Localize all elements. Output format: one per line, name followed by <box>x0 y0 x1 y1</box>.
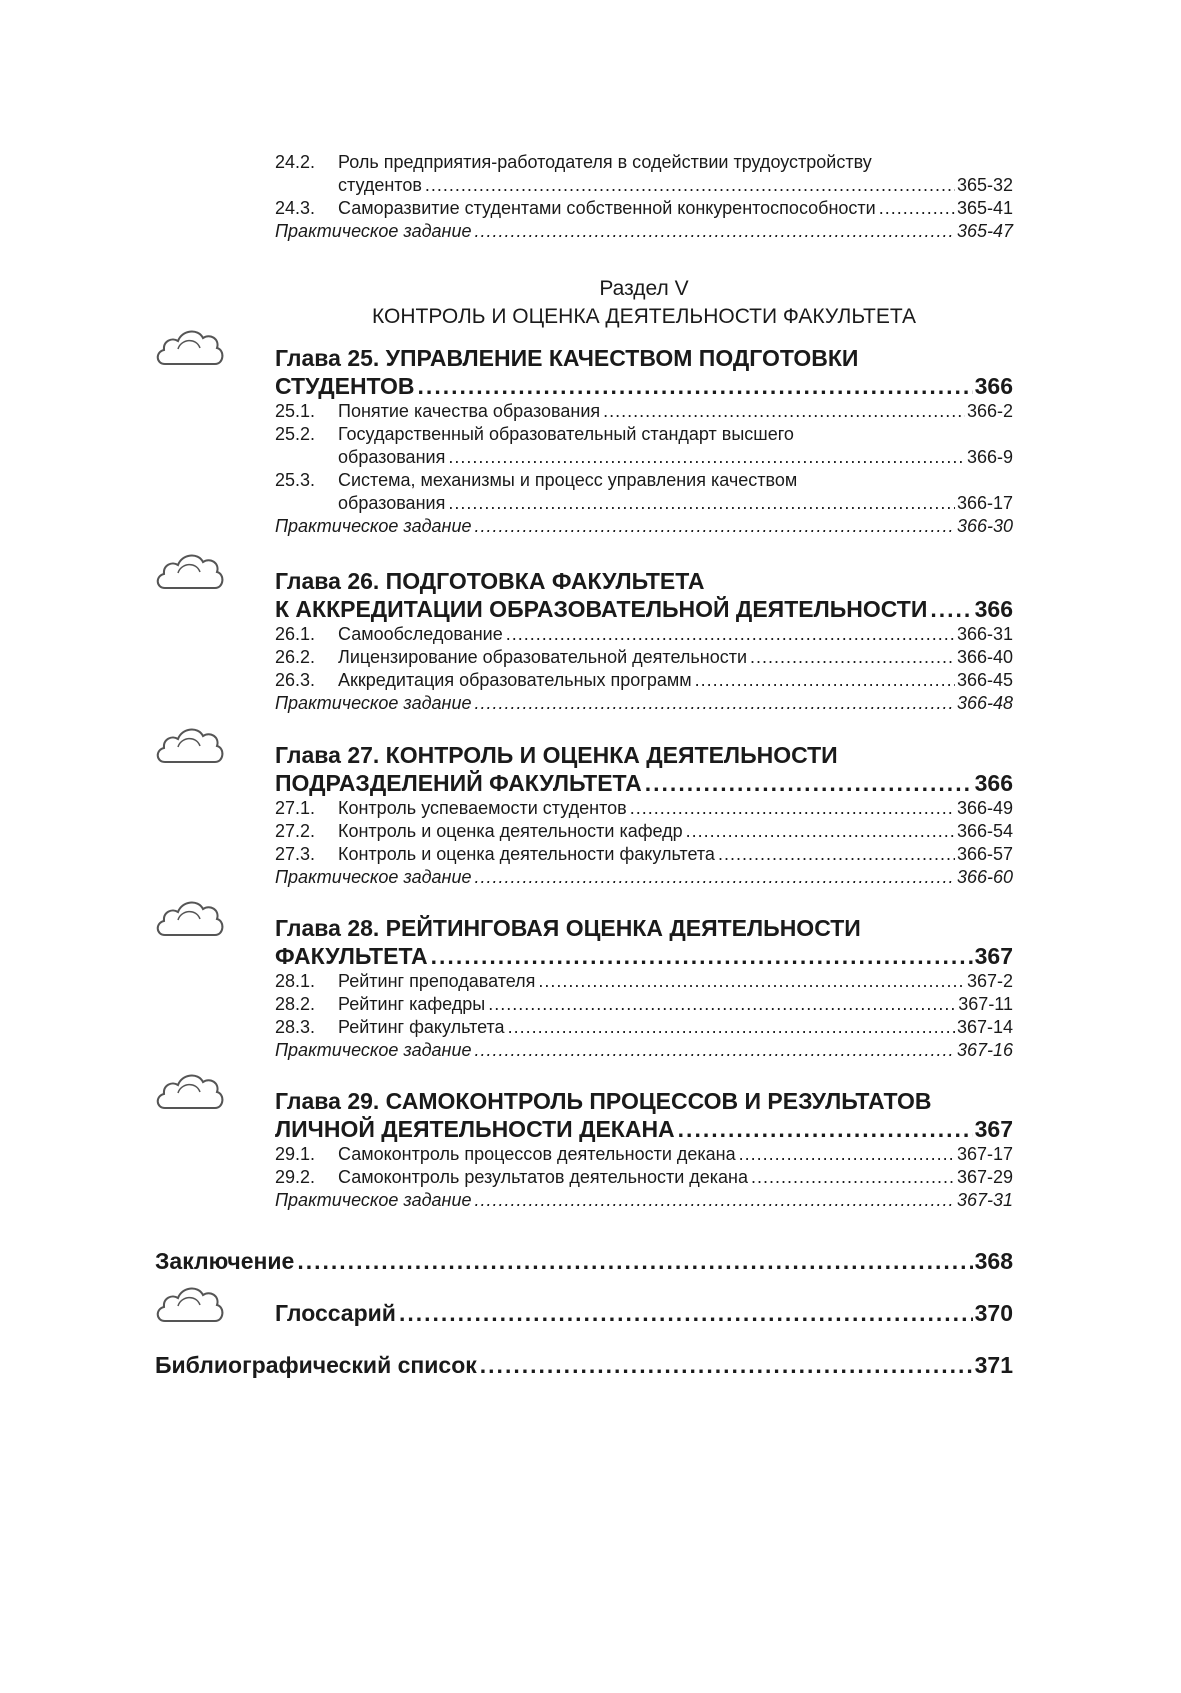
entry-title: Контроль и оценка деятельности кафедр <box>338 821 683 841</box>
leader-dots <box>678 1115 973 1143</box>
entry-page: 365-41 <box>956 198 1013 218</box>
cloud-icon <box>153 1281 227 1327</box>
chapter-title: Глава 27. КОНТРОЛЬ И ОЦЕНКА ДЕЯТЕЛЬНОСТИ <box>275 742 838 768</box>
toc-entry-25-1[interactable] <box>275 400 1013 423</box>
entry-title: Практическое задание <box>275 1190 472 1210</box>
chapter-page: 367 <box>974 943 1013 969</box>
chapter-title-cont: К АККРЕДИТАЦИИ ОБРАЗОВАТЕЛЬНОЙ ДЕЯТЕЛЬНОСТИ <box>275 596 928 622</box>
toc-entry-24-2-cont[interactable] <box>275 174 1013 197</box>
bibliography-page: 371 <box>974 1352 1013 1378</box>
entry-page: 366-54 <box>956 821 1013 841</box>
entry-page: 366-17 <box>956 493 1013 513</box>
entry-page: 367-14 <box>956 1017 1013 1037</box>
chapter-heading[interactable] <box>275 344 1013 372</box>
entry-title: Контроль и оценка деятельности факультета <box>338 844 715 864</box>
entry-number: 28.3. <box>275 1017 316 1037</box>
leader-dots <box>474 220 954 243</box>
chapter-page: 366 <box>974 770 1013 796</box>
entry-number: 27.3. <box>275 844 316 864</box>
chapter-title: Глава 26. ПОДГОТОВКА ФАКУЛЬТЕТА <box>275 568 705 594</box>
leader-dots <box>448 446 965 469</box>
leader-dots <box>474 1189 954 1212</box>
chapter-heading-cont[interactable] <box>275 942 1013 970</box>
entry-number: 28.2. <box>275 994 316 1014</box>
toc-chapter-29 <box>275 1087 1013 1212</box>
chapter-page: 366 <box>974 596 1013 622</box>
chapter-title: Глава 29. САМОКОНТРОЛЬ ПРОЦЕССОВ И РЕЗУЛЬТАТОВ <box>275 1088 932 1114</box>
toc-chapter-26 <box>275 567 1013 715</box>
toc-entry-practice-25[interactable] <box>275 515 1013 538</box>
toc-entry-29-1[interactable] <box>275 1143 1013 1166</box>
toc-entry-25-3[interactable] <box>275 469 1013 492</box>
leader-dots <box>879 197 955 220</box>
toc-entry-25-2[interactable] <box>275 423 1013 446</box>
entry-page: 366-45 <box>956 670 1013 690</box>
chapter-title-cont: ЛИЧНОЙ ДЕЯТЕЛЬНОСТИ ДЕКАНА <box>275 1116 675 1142</box>
entry-title: Практическое задание <box>275 516 472 536</box>
chapter-page: 367 <box>974 1116 1013 1142</box>
entry-title-cont: образования <box>338 447 446 467</box>
leader-dots <box>474 692 954 715</box>
toc-entry-27-3[interactable] <box>275 843 1013 866</box>
entry-title: Самоконтроль процессов деятельности декана <box>338 1144 736 1164</box>
entry-page: 367-29 <box>956 1167 1013 1187</box>
toc-conclusion[interactable] <box>155 1247 1013 1275</box>
entry-title: Саморазвитие студентами собственной конкурентоспособности <box>338 198 876 218</box>
toc-entry-26-1[interactable] <box>275 623 1013 646</box>
entry-page: 366-31 <box>956 624 1013 644</box>
entry-title: Практическое задание <box>275 221 472 241</box>
chapter-heading-cont[interactable] <box>275 769 1013 797</box>
entry-page: 366-57 <box>956 844 1013 864</box>
entry-number: 27.2. <box>275 821 316 841</box>
entry-number: 25.1. <box>275 401 316 421</box>
leader-dots <box>686 820 955 843</box>
leader-dots <box>750 646 955 669</box>
leader-dots <box>425 174 955 197</box>
toc-entry-practice-24[interactable] <box>275 220 1013 243</box>
cloud-icon <box>153 895 227 941</box>
chapter-heading[interactable] <box>275 567 1013 595</box>
entry-title-cont: студентов <box>338 175 422 195</box>
entry-title: Самообследование <box>338 624 503 644</box>
toc-entry-practice-27[interactable] <box>275 866 1013 889</box>
conclusion-page: 368 <box>974 1248 1013 1274</box>
entry-page: 366-49 <box>956 798 1013 818</box>
chapter-title-cont: СТУДЕНТОВ <box>275 373 415 399</box>
leader-dots <box>603 400 965 423</box>
toc-entry-28-2[interactable] <box>275 993 1013 1016</box>
entry-number: 27.1. <box>275 798 316 818</box>
toc-entry-25-2-cont[interactable] <box>275 446 1013 469</box>
leader-dots <box>399 1299 973 1327</box>
chapter-page: 366 <box>974 373 1013 399</box>
toc-entry-24-2[interactable] <box>275 151 1013 174</box>
toc-entry-26-3[interactable] <box>275 669 1013 692</box>
toc-entry-28-3[interactable] <box>275 1016 1013 1039</box>
toc-entry-27-2[interactable] <box>275 820 1013 843</box>
toc-block-chapter-24 <box>275 151 1013 243</box>
toc-glossary[interactable] <box>275 1299 1013 1327</box>
leader-dots <box>474 1039 954 1062</box>
leader-dots <box>488 993 956 1016</box>
toc-entry-practice-28[interactable] <box>275 1039 1013 1062</box>
entry-title-cont: образования <box>338 493 446 513</box>
entry-title: Практическое задание <box>275 867 472 887</box>
entry-page: 366-9 <box>966 447 1013 467</box>
leader-dots <box>431 942 973 970</box>
toc-bibliography[interactable] <box>155 1351 1013 1379</box>
entry-title: Государственный образовательный стандарт высшего <box>338 424 794 444</box>
entry-number: 28.1. <box>275 971 316 991</box>
toc-entry-29-2[interactable] <box>275 1166 1013 1189</box>
glossary-page: 370 <box>974 1300 1013 1326</box>
chapter-title: Глава 28. РЕЙТИНГОВАЯ ОЦЕНКА ДЕЯТЕЛЬНОСТИ <box>275 915 861 941</box>
leader-dots <box>751 1166 955 1189</box>
entry-number: 26.3. <box>275 670 316 690</box>
cloud-icon <box>153 1068 227 1114</box>
leader-dots <box>418 372 973 400</box>
toc-entry-27-1[interactable] <box>275 797 1013 820</box>
entry-number: 25.3. <box>275 470 316 490</box>
entry-page: 367-17 <box>956 1144 1013 1164</box>
section-title: КОНТРОЛЬ И ОЦЕНКА ДЕЯТЕЛЬНОСТИ ФАКУЛЬТЕТА <box>372 305 916 328</box>
leader-dots <box>474 515 954 538</box>
entry-title: Система, механизмы и процесс управления качеством <box>338 470 798 490</box>
entry-title: Рейтинг факультета <box>338 1017 505 1037</box>
section-label: Раздел V <box>599 277 689 300</box>
leader-dots <box>630 797 955 820</box>
leader-dots <box>297 1247 972 1275</box>
chapter-title: Глава 25. УПРАВЛЕНИЕ КАЧЕСТВОМ ПОДГОТОВКИ <box>275 345 859 371</box>
chapter-title-cont: ФАКУЛЬТЕТА <box>275 943 428 969</box>
entry-page: 367-16 <box>956 1040 1013 1060</box>
entry-page: 367-11 <box>958 994 1013 1014</box>
entry-title: Контроль успеваемости студентов <box>338 798 627 818</box>
entry-title: Рейтинг кафедры <box>338 994 486 1014</box>
leader-dots <box>474 866 954 889</box>
bibliography-title: Библиографический список <box>155 1352 477 1378</box>
toc-chapter-28 <box>275 914 1013 1062</box>
entry-page: 365-32 <box>956 175 1013 195</box>
leader-dots <box>930 595 972 623</box>
entry-number: 24.2. <box>275 152 316 172</box>
chapter-heading-cont[interactable] <box>275 595 1013 623</box>
entry-title: Аккредитация образовательных программ <box>338 670 692 690</box>
entry-page: 367-2 <box>966 971 1013 991</box>
leader-dots <box>506 623 955 646</box>
chapter-heading[interactable] <box>275 741 1013 769</box>
chapter-title-cont: ПОДРАЗДЕЛЕНИЙ ФАКУЛЬТЕТА <box>275 770 642 796</box>
cloud-icon <box>153 548 227 594</box>
cloud-icon <box>153 324 227 370</box>
toc-entry-25-3-cont[interactable] <box>275 492 1013 515</box>
entry-number: 29.1. <box>275 1144 316 1164</box>
leader-dots <box>695 669 955 692</box>
chapter-heading[interactable] <box>275 914 1013 942</box>
entry-title: Практическое задание <box>275 693 472 713</box>
toc-entry-practice-29[interactable] <box>275 1189 1013 1212</box>
entry-page: 366-60 <box>956 867 1013 887</box>
entry-number: 26.1. <box>275 624 316 644</box>
entry-title: Самоконтроль результатов деятельности декана <box>338 1167 749 1187</box>
leader-dots <box>538 970 965 993</box>
leader-dots <box>718 843 955 866</box>
leader-dots <box>645 769 973 797</box>
glossary-title: Глоссарий <box>275 1300 396 1326</box>
entry-number: 25.2. <box>275 424 316 444</box>
entry-title: Понятие качества образования <box>338 401 601 421</box>
section-heading <box>275 275 1013 331</box>
entry-page: 366-48 <box>956 693 1013 713</box>
entry-title: Практическое задание <box>275 1040 472 1060</box>
toc-chapter-25 <box>275 344 1013 538</box>
chapter-heading-cont[interactable] <box>275 372 1013 400</box>
chapter-heading[interactable] <box>275 1087 1013 1115</box>
entry-title: Рейтинг преподавателя <box>338 971 536 991</box>
entry-page: 366-40 <box>956 647 1013 667</box>
conclusion-title: Заключение <box>155 1248 295 1274</box>
leader-dots <box>508 1016 955 1039</box>
entry-page: 365-47 <box>956 221 1013 241</box>
entry-number: 24.3. <box>275 198 316 218</box>
toc-chapter-27 <box>275 741 1013 889</box>
toc-entry-24-3[interactable] <box>275 197 1013 220</box>
toc-entry-practice-26[interactable] <box>275 692 1013 715</box>
entry-page: 366-30 <box>956 516 1013 536</box>
cloud-icon <box>153 722 227 768</box>
entry-page: 367-31 <box>956 1190 1013 1210</box>
toc-entry-26-2[interactable] <box>275 646 1013 669</box>
entry-number: 26.2. <box>275 647 316 667</box>
leader-dots <box>480 1351 973 1379</box>
entry-page: 366-2 <box>966 401 1013 421</box>
entry-number: 29.2. <box>275 1167 316 1187</box>
leader-dots <box>448 492 955 515</box>
entry-title: Роль предприятия-работодателя в содействии трудоустройству <box>338 152 872 172</box>
leader-dots <box>739 1143 955 1166</box>
toc-entry-28-1[interactable] <box>275 970 1013 993</box>
chapter-heading-cont[interactable] <box>275 1115 1013 1143</box>
entry-title: Лицензирование образовательной деятельности <box>338 647 747 667</box>
